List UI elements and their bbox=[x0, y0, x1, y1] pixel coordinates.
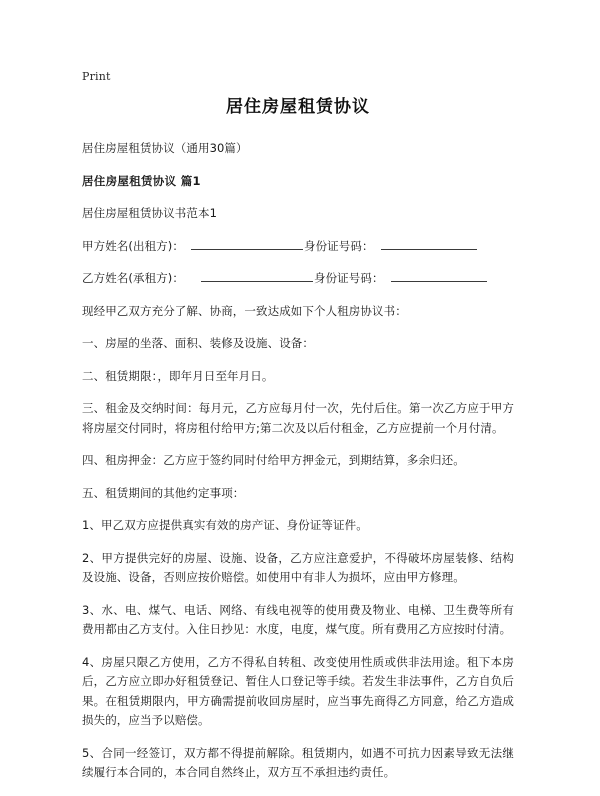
clause-3: 三、租金及交纳时间：每月元，乙方应每月付一次，先付后住。第一次乙方应于甲方将房屋交付同时，将房租付给甲方;第二次及以后付租金，乙方应提前一个月付清。 bbox=[82, 401, 514, 435]
party-a-id-blank[interactable] bbox=[381, 237, 477, 250]
clause-5: 五、租赁期间的其他约定事项： bbox=[82, 485, 245, 500]
print-button[interactable]: Print bbox=[82, 70, 111, 83]
item-5: 5、合同一经签订，双方都不得提前解除。租赁期内，如遇不可抗力因素导致无法继续履行本合同的，本合同自然终止，双方互不承担违约责任。 bbox=[82, 745, 514, 779]
page-title: 居住房屋租赁协议 bbox=[226, 97, 370, 117]
party-b-id-label: 身份证号码： bbox=[313, 271, 384, 285]
party-b-id-blank[interactable] bbox=[391, 269, 487, 282]
collection-line: 居住房屋租赁协议（通用30篇） bbox=[82, 141, 248, 155]
clause-4: 四、租房押金：乙方应于签约同时付给甲方押金元，到期结算，多余归还。 bbox=[82, 453, 465, 467]
section-heading: 居住房屋租赁协议 篇1 bbox=[82, 173, 201, 188]
item-3: 3、水、电、煤气、电话、网络、有线电视等的使用费及物业、电梯、卫生费等所有费用都由乙方支付。入住日抄见：水度，电度，煤气度。所有费用乙方应按时付清。 bbox=[82, 602, 514, 636]
party-a-id-label: 身份证号码： bbox=[303, 238, 374, 253]
party-b-label: 乙方姓名(承租方)： bbox=[82, 271, 184, 285]
sample-line: 居住房屋租赁协议书范本1 bbox=[82, 206, 218, 220]
item-1: 1、甲乙双方应提供真实有效的房产证、身份证等证件。 bbox=[82, 518, 368, 532]
item-2: 2、甲方提供完好的房屋、设施、设备，乙方应注意爱护，不得破坏房屋装修、结构及设施、设备，否则应按价赔偿。如使用中有非人为损坏，应由甲方修理。 bbox=[82, 550, 514, 584]
preamble-text: 现经甲乙双方充分了解、协商，一致达成如下个人租房协议书： bbox=[82, 303, 407, 318]
party-b-name-blank[interactable] bbox=[201, 269, 313, 282]
party-a-row bbox=[82, 237, 514, 257]
clause-2: 二、租赁期限：，即年月日至年月日。 bbox=[82, 368, 274, 383]
item-4: 4、房屋只限乙方使用，乙方不得私自转租、改变使用性质或供非法用途。租下本房后，乙方应立即办好租赁登记、暂住人口登记等手续。若发生非法事件，乙方自负后果。在租赁期限内，甲方确需提前收回房屋时，应当事先商得乙方同意，给乙方造成损失的，应当予以赔偿。 bbox=[82, 654, 514, 727]
document-body bbox=[82, 95, 514, 796]
party-a-label: 甲方姓名(出租方)： bbox=[82, 238, 184, 253]
clause-1: 一、房屋的坐落、面积、装修及设施、设备： bbox=[82, 336, 314, 350]
party-a-name-blank[interactable] bbox=[191, 237, 303, 250]
party-b-row bbox=[82, 269, 514, 289]
